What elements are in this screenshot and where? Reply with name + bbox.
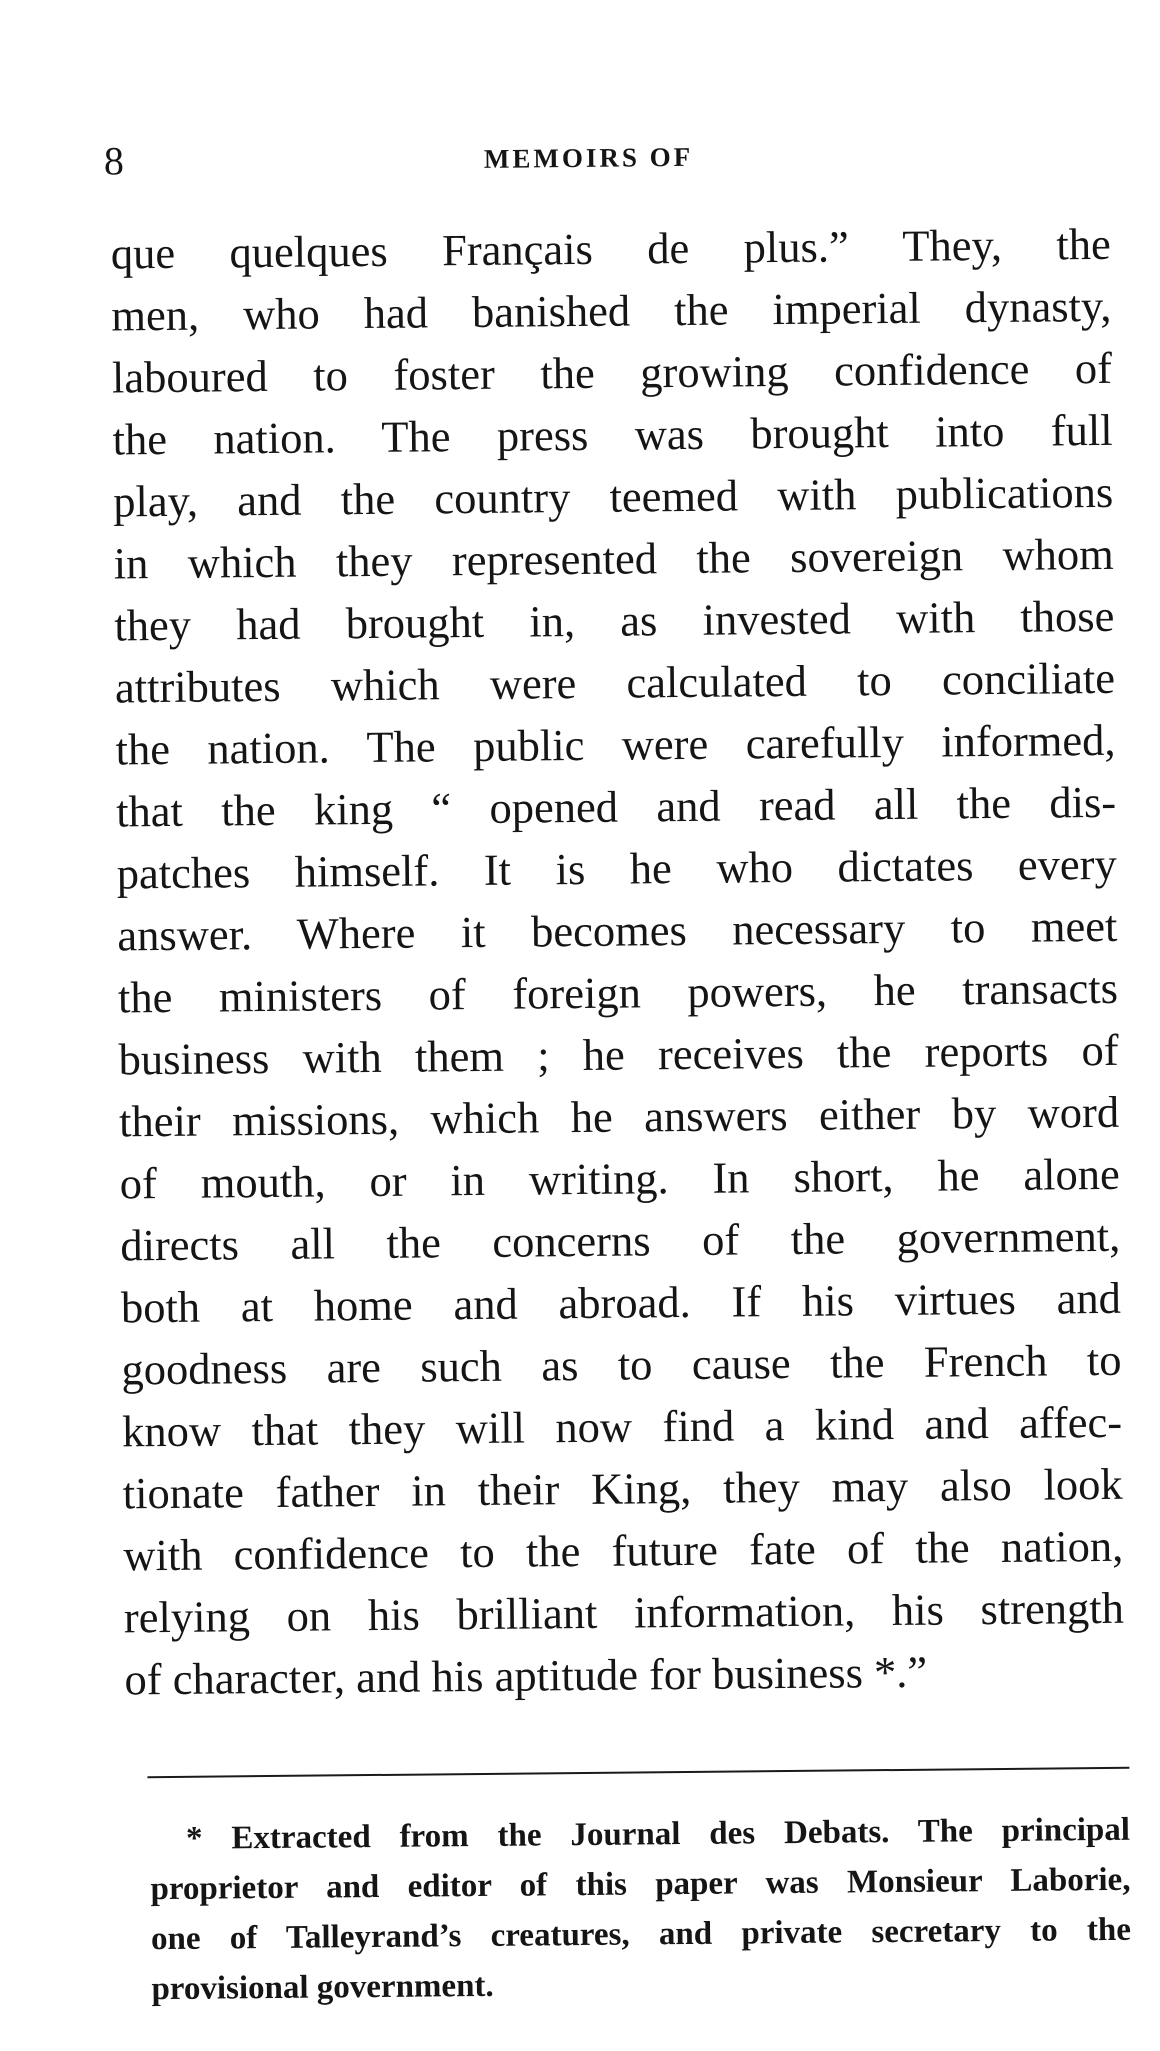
footnote-rule <box>147 1767 1129 1778</box>
body-line: the ministers of foreign powers, he transacts <box>117 962 1119 1023</box>
body-text <box>111 213 1125 1711</box>
body-line: laboured to foster the growing confidence of <box>111 342 1113 403</box>
body-line: relying on his brilliant information, his strength <box>123 1582 1125 1643</box>
footnote-line: one of Talleyrand’s creatures, and private secretary to the <box>150 1911 1132 1958</box>
body-line: answer. Where it becomes necessary to meet <box>117 900 1118 961</box>
page-number: 8 <box>103 138 125 184</box>
body-line: the nation. The press was brought into full <box>112 404 1113 465</box>
body-line: attributes which were calculated to conciliate <box>114 652 1116 713</box>
body-line: business with them ; he receives the reports of <box>118 1024 1119 1085</box>
body-line: of character, and his aptitude for business *.” <box>124 1646 928 1705</box>
body-line: que quelques Français de plus.” They, the <box>110 218 1112 279</box>
body-line: in which they represented the sovereign whom <box>113 528 1114 589</box>
body-line: of mouth, or in writing. In short, he alone <box>119 1148 1120 1209</box>
page-header <box>104 127 1114 187</box>
body-line: directs all the concerns of the government, <box>120 1210 1121 1271</box>
body-line: tionate father in their King, they may also look <box>122 1458 1123 1519</box>
footnote-line: provisional government. <box>151 1967 494 2008</box>
footnote-line: * Extracted from the Journal des Debats. The principal <box>185 1811 1131 1857</box>
body-line: with confidence to the future fate of the nation, <box>123 1520 1124 1581</box>
body-line: their missions, which he answers either by word <box>118 1086 1120 1147</box>
body-line: they had brought in, as invested with those <box>114 590 1115 651</box>
footnote-line: proprietor and editor of this paper was Monsieur Laborie, <box>150 1861 1131 1908</box>
body-line: patches himself. It is he who dictates every <box>116 838 1117 899</box>
body-line: know that they will now find a kind and affec- <box>121 1396 1123 1457</box>
footnote <box>150 1805 1132 2014</box>
body-line: that the king “ opened and read all the dis- <box>115 776 1117 837</box>
body-line: the nation. The public were carefully informed, <box>115 714 1116 775</box>
body-line: play, and the country teemed with publications <box>112 466 1114 527</box>
body-line: both at home and abroad. If his virtues and <box>120 1272 1122 1333</box>
running-head: MEMOIRS OF <box>483 141 694 174</box>
body-line: goodness are such as to cause the French to <box>121 1334 1122 1395</box>
body-line: men, who had banished the imperial dynasty, <box>111 280 1112 341</box>
